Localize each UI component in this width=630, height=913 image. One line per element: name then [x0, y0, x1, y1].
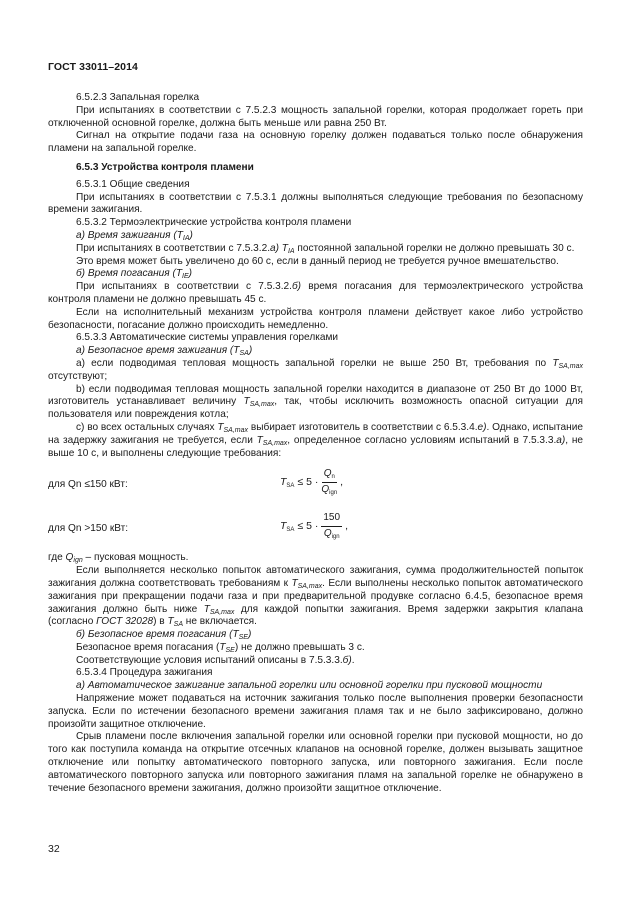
section-heading: 6.5.3 Устройства контроля пламени — [76, 161, 254, 173]
list-item: а) Безопасное время зажигания $(T_{SA})$ — [76, 345, 253, 358]
section-heading: 6.5.3.1 Общие сведения — [76, 178, 190, 190]
paragraph: При испытаниях в соответствии с 7.5.2.3 мощность запальной горелки, которая продолжает гореть при отключенной основной горелке, должна быть меньше или равна 250 Вт. — [48, 104, 583, 129]
section-heading: 6.5.3.4 Процедура зажигания — [76, 667, 213, 679]
formula-row — [48, 512, 583, 548]
formula-label: для Qn >150 кВт: — [48, 523, 129, 535]
paragraph: Срыв пламени после включения запальной горелки или основной горелки при пусковой мощности, но до того как поступила команда на открытие отсечных клапанов на основной горелке, должен вызывать защитное отключение или попытку автоматического повторного запуска, или повторного зажигания. Если после автоматического повторного запуска или повторного зажигания пламя на запальной горелке не обнаружено в течение безопасного времени зажигания, должно произойти защитное отключение. — [48, 731, 583, 794]
paragraph: где $Q_{ign}$ – пусковая мощность. — [48, 552, 189, 565]
paragraph: Если выполняется несколько попыток автоматического зажигания, сумма продолжительностей попыток зажигания должна соответствовать требованиям к $T_{SA,max}$. Если выполнены несколько попыток автоматического зажигания при прекращении подачи газа и при предварительной продувке согласно 6.4.5, безопасное время зажигания должно быть ниже $T_{SA,max}$ для каждой попытки зажигания. Время задержки закрытия клапана (согласно ГОСТ 32028) в $T_{SA}$ не включается. — [48, 565, 583, 629]
list-item: б) Безопасное время погасания $(T_{SE})$ — [76, 629, 252, 642]
formula: $T_{SA}$ ≤ 5 · $\frac{150}{Q_{ign}}$ , — [280, 512, 348, 541]
paragraph: Напряжение может подаваться на источник зажигания только после выполнения проверки безопасности запуска. Если по истечении безопасного времени зажигания пламя так и не было зафиксировано, должно произойти защитное отключение. — [48, 693, 583, 730]
list-item: а) Автоматическое зажигание запальной горелки или основной горелки при пусковой мощности — [76, 680, 543, 692]
formula-row — [48, 468, 583, 504]
section-heading: 6.5.2.3 Запальная горелка — [76, 92, 200, 103]
list-item: б) Время погасания $(T_{IE})$ — [76, 268, 193, 281]
formula: $T_{SA}$ ≤ 5 · $\frac{Q_n}{Q_{ign}}$ , — [280, 468, 344, 497]
section-heading: 6.5.3.2 Термоэлектрические устройства контроля пламени — [76, 217, 352, 229]
paragraph: При испытаниях в соответствии с 7.5.3.2.а) $T_{IA}$ постоянной запальной горелки не должно превышать 30 с. — [76, 242, 575, 255]
document-body — [48, 92, 583, 795]
paragraph: b) если подводимая тепловая мощность запальной горелки находится в диапазоне от 250 Вт до 1000 Вт, изготовитель устанавливает величину $T_{SA,max}$, так, чтобы исключить возможность опасной ситуации для пользователя или повреждения котла; — [48, 383, 583, 421]
paragraph: Сигнал на открытие подачи газа на основную горелку должен подаваться только после обнаружения пламени на запальной горелке. — [48, 130, 583, 155]
paragraph: а) если подводимая тепловая мощность запальной горелки не выше 250 Вт, требования по $T_{SA,max}$ отсутствуют; — [48, 357, 583, 382]
page-number: 32 — [48, 843, 60, 855]
formula-label: для Qn ≤150 кВт: — [48, 479, 128, 491]
document-code: ГОСТ 33011–2014 — [48, 61, 138, 73]
paragraph: При испытаниях в соответствии с 7.5.3.1 должны выполняться следующие требования по безопасному времени зажигания. — [48, 191, 583, 216]
paragraph: с) во всех остальных случаях $T_{SA,max}$ выбирает изготовитель в соответствии с 6.5.3.4.е). Однако, испытание на задержку зажигания не требуется, если $T_{SA,max}$, определенное согласно условиям испытаний в 7.5.3.3.а), не выше 10 с, и выполнены следующие требования: — [48, 421, 584, 459]
paragraph: Безопасное время погасания $(T_{SE})$ не должно превышать 3 с. — [76, 641, 365, 654]
paragraph: При испытаниях в соответствии с 7.5.3.2.б) время погасания для термоэлектрического устройства контроля пламени не должно превышать 45 с. — [48, 281, 583, 305]
list-item: а) Время зажигания $(T_{IA})$ — [76, 229, 193, 242]
section-heading: 6.5.3.3 Автоматические системы управления горелками — [76, 332, 339, 344]
paragraph: Если на исполнительный механизм устройства контроля пламени действует какое либо устройство безопасности, погасание должно происходить немедленно. — [48, 306, 583, 331]
paragraph: Соответствующие условия испытаний описаны в 7.5.3.3.б). — [76, 654, 355, 666]
paragraph: Это время может быть увеличено до 60 с, если в данный период не требуется ручное вмешательство. — [76, 255, 559, 267]
